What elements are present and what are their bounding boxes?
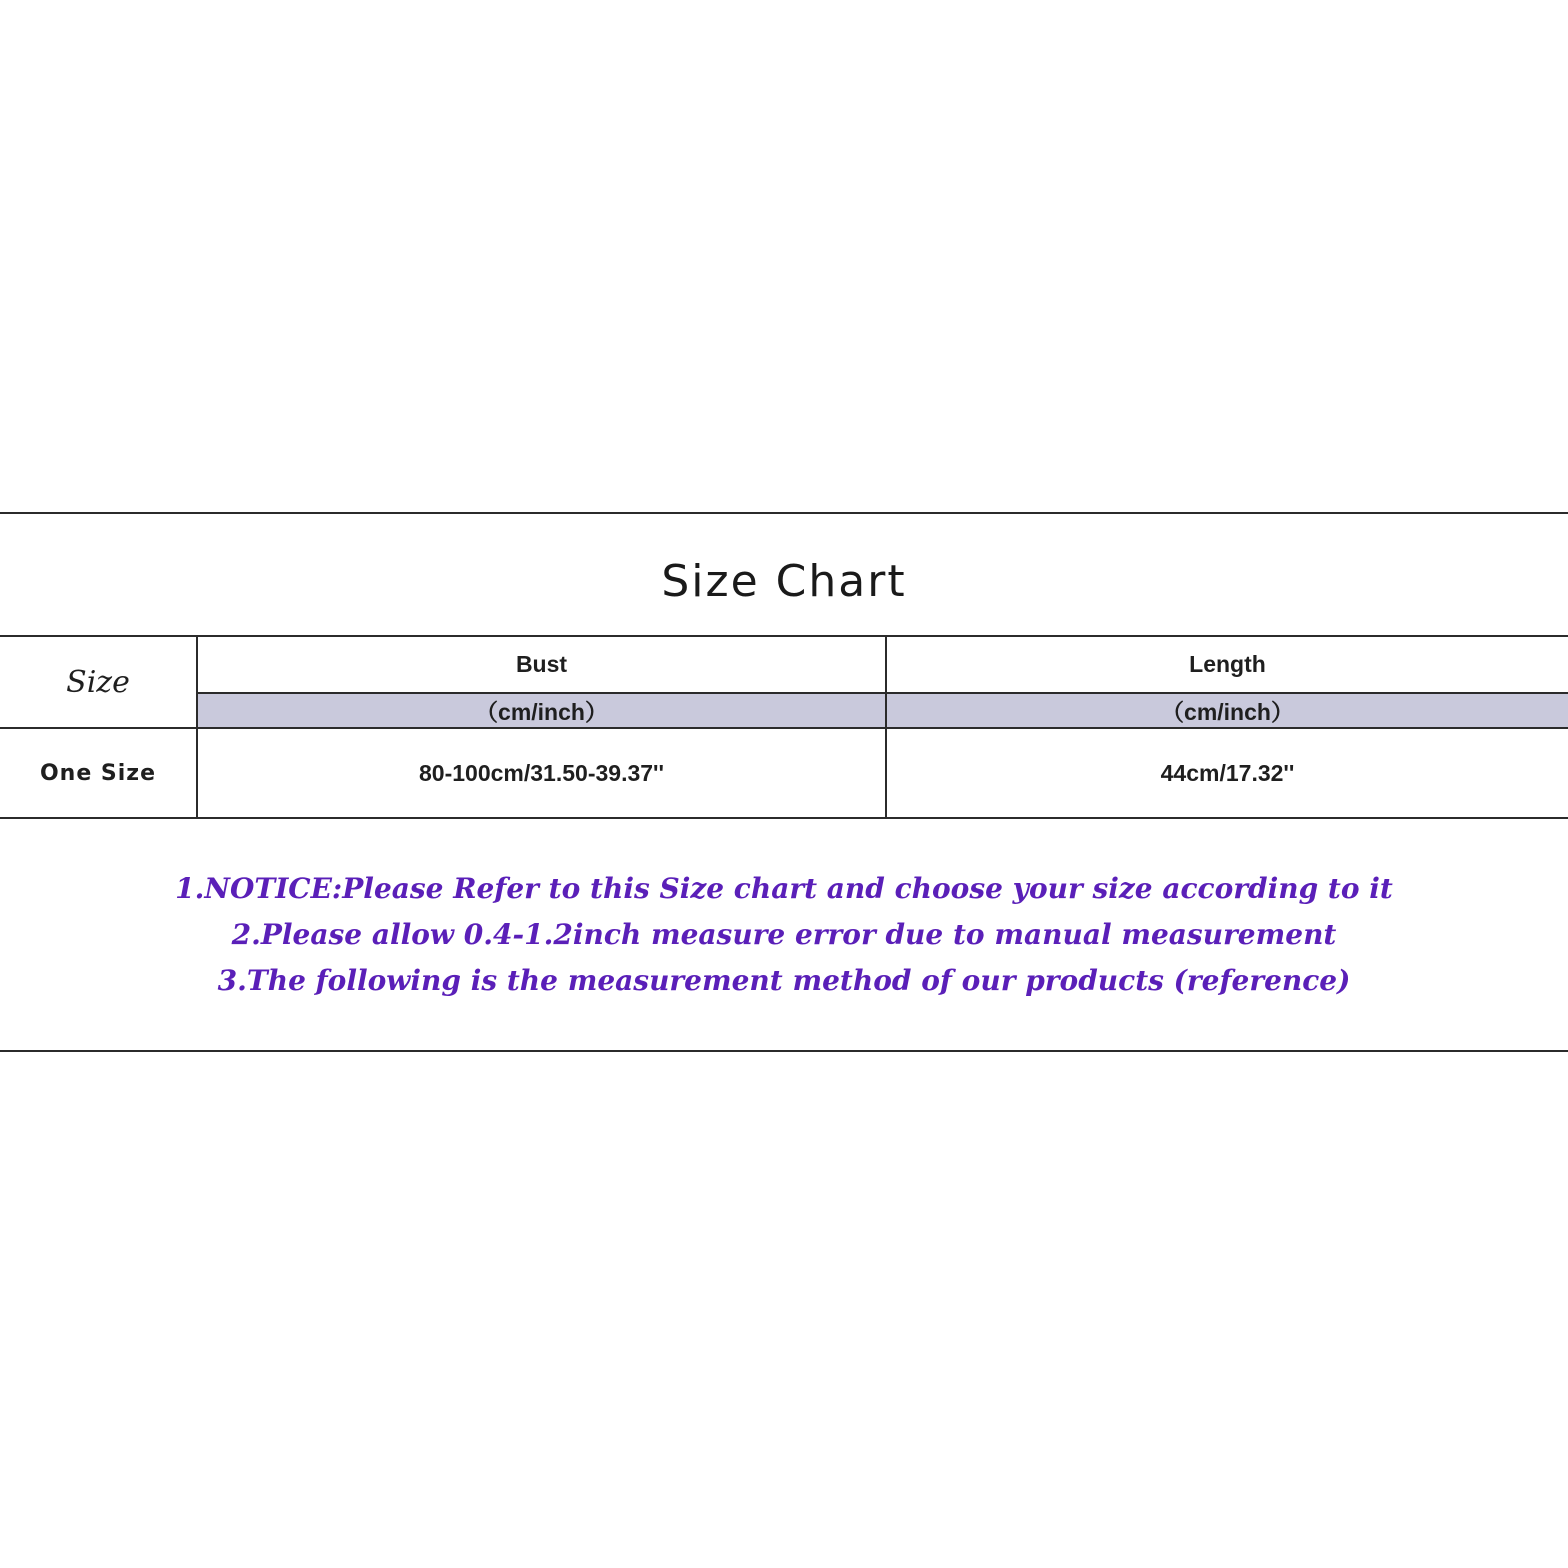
- notes-block: [0, 866, 1568, 1004]
- size-cell: One Size: [0, 728, 197, 818]
- length-value-cell: 44cm/17.32'': [886, 728, 1568, 818]
- size-column-header: Size: [0, 636, 197, 728]
- note-line-3: 3.The following is the measurement method of our products (reference): [217, 964, 1351, 997]
- note-line-2: 2.Please allow 0.4-1.2inch measure error due to manual measurement: [231, 918, 1337, 951]
- table-row: [0, 728, 1568, 818]
- table-header-row: [0, 636, 1568, 693]
- length-column-header: Length: [886, 636, 1568, 693]
- size-chart-panel: [0, 512, 1568, 1052]
- bust-value-cell: 80-100cm/31.50-39.37'': [197, 728, 886, 818]
- chart-title: Size Chart: [661, 556, 907, 607]
- bust-unit-label: （cm/inch）: [197, 693, 886, 728]
- size-table: [0, 635, 1568, 819]
- bust-column-header: Bust: [197, 636, 886, 693]
- length-unit-label: （cm/inch）: [886, 693, 1568, 728]
- note-line-1: 1.NOTICE:Please Refer to this Size chart and choose your size according to it: [175, 872, 1393, 905]
- table-unit-row: [0, 693, 1568, 728]
